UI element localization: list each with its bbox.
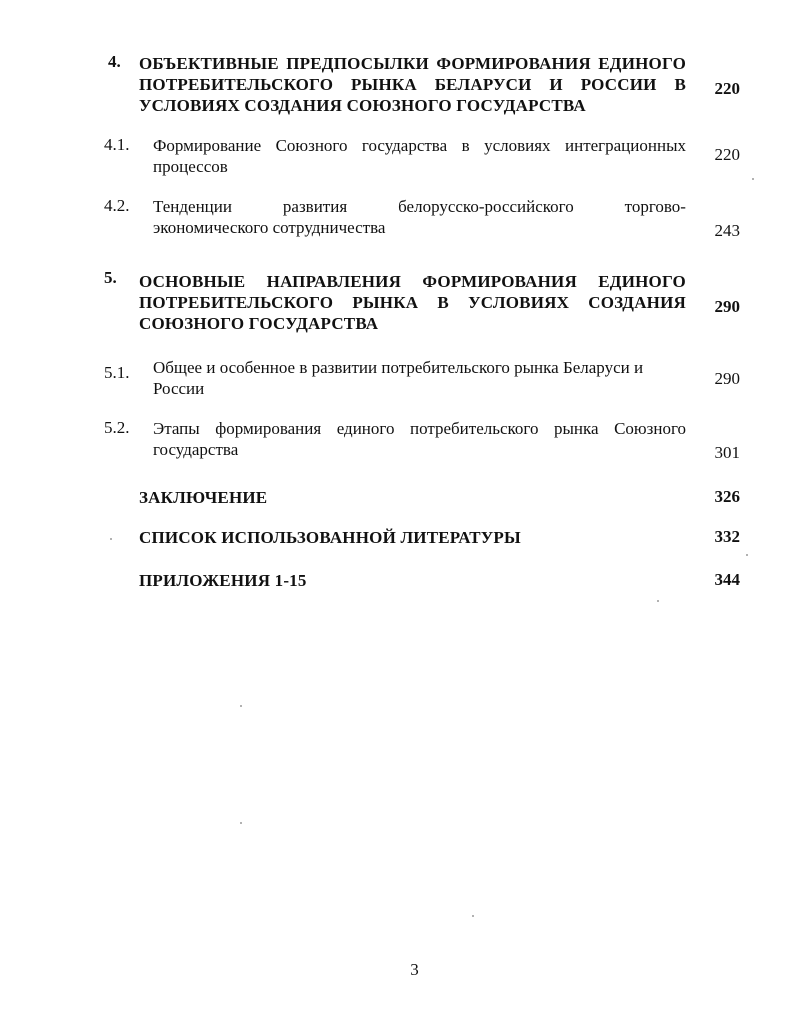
scan-speck — [240, 705, 242, 707]
scan-speck — [752, 178, 754, 180]
toc-entry-title-line — [153, 196, 686, 217]
toc-entry-title: ПРИЛОЖЕНИЯ 1-15 — [139, 571, 307, 590]
toc-entry-page: 301 — [714, 443, 740, 462]
toc-entry-title: СПИСОК ИСПОЛЬЗОВАННОЙ ЛИТЕРАТУРЫ — [139, 528, 521, 547]
toc-entry-page: 326 — [714, 487, 740, 506]
page-number: 3 — [410, 960, 419, 979]
toc-entry-number: 5.1. — [104, 363, 130, 382]
toc-entry-page: 220 — [714, 79, 740, 98]
toc-entry-number: 5.2. — [104, 418, 130, 437]
scan-speck — [472, 915, 474, 917]
toc-entry-page: 290 — [714, 369, 740, 388]
toc-entry-page: 344 — [714, 570, 740, 589]
toc-entry-number: 4.1. — [104, 135, 130, 154]
toc-entry-title: Формирование Союзного государства в условиях интеграционных процессов — [153, 136, 686, 176]
title-word: Тенденции — [153, 197, 232, 216]
toc-entry-title: ОБЪЕКТИВНЫЕ ПРЕДПОСЫЛКИ ФОРМИРОВАНИЯ ЕДИНОГО ПОТРЕБИТЕЛЬСКОГО РЫНКА БЕЛАРУСИ И РОССИИ В УСЛОВИЯХ СОЗДАНИЯ СОЮЗНОГО ГОСУДАРСТВА — [139, 54, 686, 115]
scan-speck — [240, 822, 242, 824]
toc-entry-title: ЗАКЛЮЧЕНИЕ — [139, 488, 268, 507]
toc-entry-number: 4.2. — [104, 196, 130, 215]
toc-entry-page: 220 — [714, 145, 740, 164]
scan-speck — [110, 538, 112, 540]
toc-entry-title-line: экономического сотрудничества — [153, 218, 386, 237]
title-word: белорусско-российского — [398, 197, 574, 216]
toc-entry-number: 4. — [108, 52, 121, 71]
title-word: развития — [282, 197, 348, 216]
scan-speck — [746, 554, 748, 556]
toc-entry-title: ОСНОВНЫЕ НАПРАВЛЕНИЯ ФОРМИРОВАНИЯ ЕДИНОГО ПОТРЕБИТЕЛЬСКОГО РЫНКА В УСЛОВИЯХ СОЗДАНИЯ СОЮЗНОГО ГОСУДАРСТВА — [139, 272, 686, 333]
toc-entry-page: 332 — [714, 527, 740, 546]
toc-entry-number: 5. — [104, 268, 117, 287]
toc-entry-page: 290 — [714, 297, 740, 316]
toc-entry-title: Этапы формирования единого потребительского рынка Союзного государства — [153, 419, 686, 459]
title-word: торгово- — [624, 197, 686, 216]
scan-speck — [657, 600, 659, 602]
toc-entry-page: 243 — [714, 221, 740, 240]
toc-entry-title: Общее и особенное в развитии потребительского рынка Беларуси и России — [153, 358, 644, 398]
toc-entry-title — [153, 196, 686, 238]
